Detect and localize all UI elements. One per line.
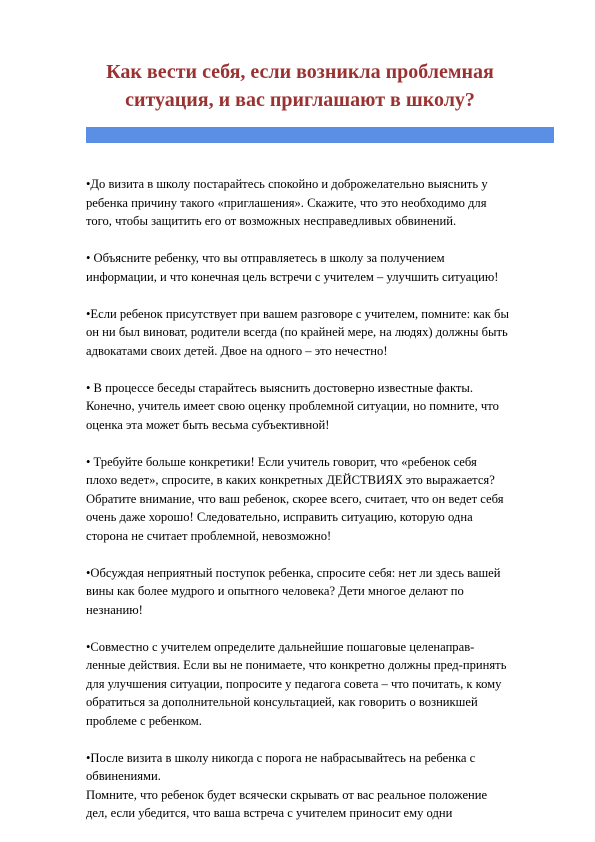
text-line: • Требуйте больше конкретики! Если учитель говорит, что «ребенок себя [86,454,477,469]
paragraph [86,305,562,361]
text-line: информации, и что конечная цель встречи с учителем – улучшить ситуацию! [86,269,499,284]
text-line: оценка эта может быть весьма субъективной! [86,417,330,432]
text-line: обратиться за дополнительной консультацией, как говорить о возникшей [86,695,478,709]
text-line: очень даже хорошо! Следовательно, исправить ситуацию, которую одна [86,510,473,524]
text-line: дел, если убедится, что ваша встреча с учителем приносит ему одни [86,806,453,820]
title-line: ситуация, и вас приглашают в школу? [125,89,475,111]
text-line: адвокатами своих детей. Двое на одного – это нечестно! [86,343,388,358]
text-line: •До визита в школу постарайтесь спокойно и доброжелательно выяснить у [86,177,488,191]
text-line: Обратите внимание, что ваш ребенок, скорее всего, считает, что он ведет себя [86,491,504,506]
text-line: • В процессе беседы старайтесь выяснить достоверно известные факты. [86,380,474,395]
text-line: Конечно, учитель имеет свою оценку проблемной ситуации, но помните, что [86,399,499,413]
document-body [86,175,562,823]
document-title [80,58,520,114]
text-line: обвинениями. [86,769,161,783]
paragraph [86,749,562,823]
text-line: ленные действия. Если вы не понимаете, что конкретно должны пред-принять [86,658,507,672]
header-divider-bar [86,127,554,143]
text-line: •После визита в школу никогда с порога не набрасывайтесь на ребенка с [86,750,476,765]
title-line: Как вести себя, если возникла проблемная [106,61,494,83]
paragraph [86,453,562,546]
text-line: он ни был виноват, родители всегда (по крайней мере, на людях) должны быть [86,325,508,339]
text-line: для улучшения ситуации, попросите у педагога совета – что почитать, к кому [86,676,502,691]
paragraph [86,564,562,620]
text-line: •Если ребенок присутствует при вашем разговоре с учителем, помните: как бы [86,306,509,321]
text-line: проблеме с ребенком. [86,713,202,728]
text-line: Помните, что ребенок будет всячески скрывать от вас реальное положение [86,787,488,802]
text-line: плохо ведет», спросите, в каких конкретных ДЕЙСТВИЯХ это выражается? [86,473,495,487]
text-line: •Совместно с учителем определите дальнейшие пошаговые целенаправ- [86,639,475,654]
paragraph [86,249,562,286]
text-line: вины как более мудрого и опытного человека? Дети многое делают по [86,584,464,598]
text-line: •Обсуждая неприятный поступок ребенка, спросите себя: нет ли здесь вашей [86,565,501,580]
text-line: ребенка причину такого «приглашения». Скажите, что это необходимо для [86,195,487,210]
paragraph [86,175,562,231]
paragraph [86,379,562,435]
text-line: незнанию! [86,602,143,617]
text-line: сторона не считает проблемной, невозможно! [86,528,332,543]
text-line: • Объясните ребенку, что вы отправляетесь в школу за получением [86,251,445,265]
text-line: того, чтобы защитить его от возможных несправедливых обвинений. [86,214,457,228]
paragraph [86,638,562,731]
